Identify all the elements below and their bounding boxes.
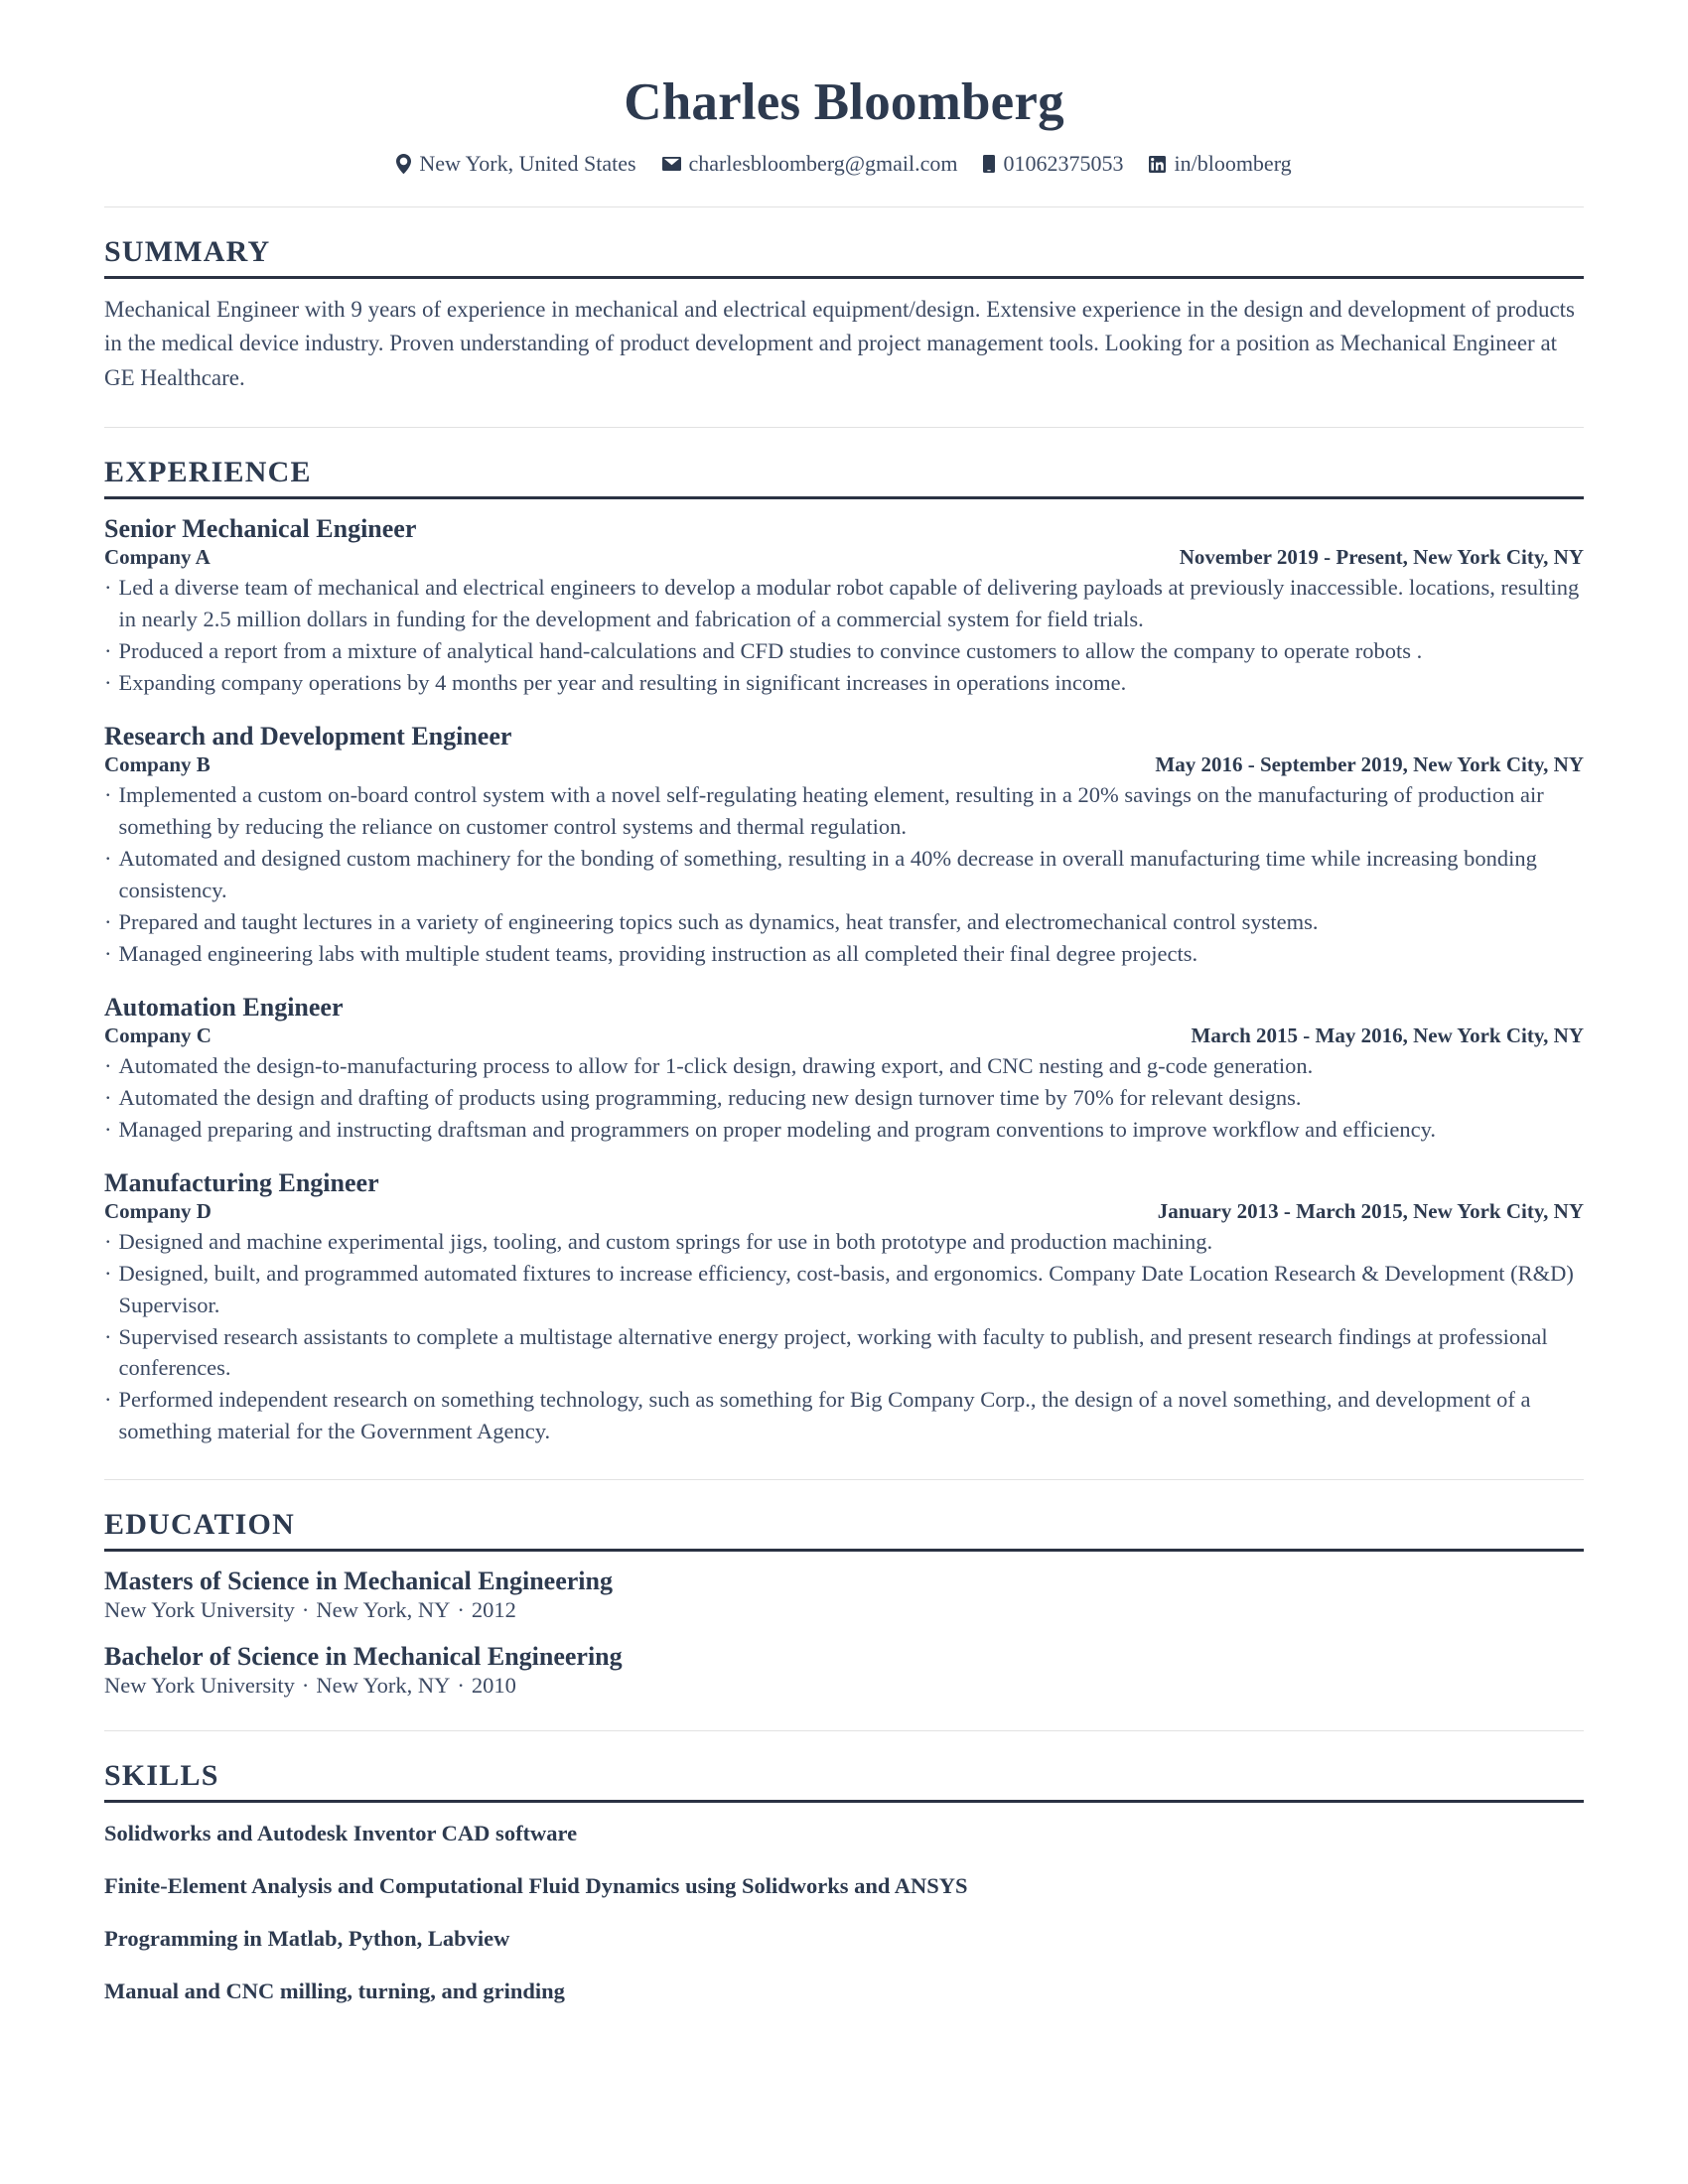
contact-text: New York, United States	[419, 151, 636, 177]
experience-entry	[104, 721, 1584, 970]
bullet-marker-icon: ·	[104, 1084, 112, 1110]
bullet-marker-icon: ·	[104, 574, 112, 600]
contact-item-linkedin[interactable]	[1149, 153, 1291, 175]
education-details	[104, 1597, 1584, 1623]
job-bullet	[104, 1321, 1584, 1385]
education-separator: ·	[301, 1673, 310, 1699]
section-heading-education: EDUCATION	[104, 1508, 295, 1542]
job-bullet	[104, 1082, 1584, 1114]
experience-entry	[104, 513, 1584, 699]
skill-item: Solidworks and Autodesk Inventor CAD software	[104, 1820, 578, 1845]
job-bullet	[104, 779, 1584, 843]
bullet-text: Automated the design and drafting of products using programming, reducing new design turnover time by 70% for relevant designs.	[118, 1084, 1302, 1110]
bullet-marker-icon: ·	[104, 1228, 112, 1254]
linkedin-icon	[1149, 156, 1166, 173]
bullet-marker-icon: ·	[104, 1323, 112, 1349]
education-entry	[104, 1641, 1584, 1699]
section-experience	[104, 427, 1584, 1447]
mobile-phone-icon	[983, 155, 995, 173]
summary-text: Mechanical Engineer with 9 years of experience in mechanical and electrical equipment/design. Extensive experience in the design and development of products in the medical device industry. Proven understanding of product development and project management tools. Looking for a position as Mechanical Engineer at GE Healthcare.	[104, 296, 1576, 390]
bullet-text: Performed independent research on something technology, such as something for Big Company Corp., the design of a novel something, and development of a something material for the Government Agency.	[118, 1387, 1531, 1444]
job-bullet	[104, 1384, 1584, 1447]
job-title: Research and Development Engineer	[104, 721, 512, 751]
job-bullet	[104, 938, 1584, 970]
job-bullet	[104, 1114, 1584, 1146]
bullet-marker-icon: ·	[104, 1387, 112, 1413]
job-bullet-list	[104, 1050, 1584, 1146]
job-bullet-list	[104, 779, 1584, 970]
section-rule	[104, 496, 1584, 499]
job-bullet	[104, 1226, 1584, 1258]
bullet-text: Implemented a custom on-board control system with a novel self-regulating heating element, resulting in a 20% savings on the manufacturing of production air something by reducing the reliance on customer control systems and thermal regulation.	[118, 781, 1544, 839]
bullet-text: Managed engineering labs with multiple student teams, providing instruction as all completed their final degree projects.	[118, 940, 1198, 966]
section-heading-summary: SUMMARY	[104, 235, 271, 269]
bullet-text: Managed preparing and instructing draftsman and programmers on proper modeling and program conventions to improve workflow and efficiency.	[118, 1116, 1436, 1142]
job-bullet	[104, 635, 1584, 667]
job-company: Company B	[104, 751, 211, 776]
education-list	[104, 1566, 1584, 1699]
bullet-text: Automated the design-to-manufacturing process to allow for 1-click design, drawing export, and CNC nesting and g-code generation.	[118, 1052, 1314, 1078]
section-rule	[104, 276, 1584, 279]
location-pin-icon	[396, 154, 411, 174]
bullet-marker-icon: ·	[104, 1052, 112, 1078]
job-bullet	[104, 843, 1584, 906]
experience-entry	[104, 992, 1584, 1146]
job-meta-row	[104, 545, 1584, 570]
section-divider	[104, 1730, 1584, 1731]
bullet-text: Designed and machine experimental jigs, tooling, and custom springs for use in both prototype and production machining.	[118, 1228, 1213, 1254]
job-meta-row	[104, 1024, 1584, 1048]
contact-text: charlesbloomberg@gmail.com	[688, 151, 958, 177]
education-entry	[104, 1566, 1584, 1623]
skills-list	[104, 1821, 1584, 2004]
bullet-marker-icon: ·	[104, 908, 112, 934]
bullet-text: Expanding company operations by 4 months per year and resulting in significant increases in operations income.	[118, 669, 1127, 695]
job-bullet	[104, 667, 1584, 699]
job-bullet-list	[104, 1226, 1584, 1448]
education-degree: Masters of Science in Mechanical Engineering	[104, 1566, 613, 1595]
education-separator: ·	[457, 1673, 465, 1699]
section-divider	[104, 1479, 1584, 1480]
bullet-marker-icon: ·	[104, 669, 112, 695]
section-heading-experience: EXPERIENCE	[104, 456, 312, 489]
job-title: Manufacturing Engineer	[104, 1167, 379, 1197]
job-company: Company D	[104, 1198, 211, 1223]
section-divider	[104, 427, 1584, 428]
contact-item-envelope[interactable]	[662, 153, 958, 175]
contact-text: 01062375053	[1003, 151, 1124, 177]
section-rule	[104, 1800, 1584, 1803]
experience-entry	[104, 1167, 1584, 1448]
job-dates-location: November 2019 - Present, New York City, NY	[1179, 544, 1584, 569]
experience-list	[104, 513, 1584, 1448]
section-heading-skills: SKILLS	[104, 1759, 219, 1793]
bullet-text: Supervised research assistants to complete a multistage alternative energy project, working with faculty to publish, and present research findings at professional conferences.	[118, 1323, 1548, 1381]
job-company: Company C	[104, 1023, 211, 1047]
bullet-text: Designed, built, and programmed automated fixtures to increase efficiency, cost-basis, and ergonomics. Company Date Location Research & Development (R&D) Supervisor.	[118, 1260, 1574, 1317]
job-dates-location: January 2013 - March 2015, New York City, NY	[1157, 1198, 1584, 1223]
job-title: Automation Engineer	[104, 992, 344, 1022]
section-education	[104, 1479, 1584, 1699]
contact-item-location-pin[interactable]	[396, 153, 635, 175]
education-year: 2012	[471, 1596, 516, 1622]
contact-item-mobile-phone[interactable]	[983, 153, 1123, 175]
bullet-marker-icon: ·	[104, 1116, 112, 1142]
skill-item: Manual and CNC milling, turning, and grinding	[104, 1978, 565, 2003]
job-dates-location: March 2015 - May 2016, New York City, NY	[1191, 1023, 1584, 1047]
education-degree: Bachelor of Science in Mechanical Engineering	[104, 1641, 623, 1671]
bullet-marker-icon: ·	[104, 845, 112, 871]
bullet-text: Produced a report from a mixture of analytical hand-calculations and CFD studies to convince customers to allow the company to operate robots .	[118, 637, 1423, 663]
education-separator: ·	[457, 1596, 465, 1622]
skill-item: Programming in Matlab, Python, Labview	[104, 1925, 510, 1951]
job-meta-row	[104, 752, 1584, 777]
section-skills	[104, 1730, 1584, 2004]
section-rule	[104, 1549, 1584, 1552]
education-school: New York University	[104, 1596, 295, 1622]
bullet-text: Automated and designed custom machinery for the bonding of something, resulting in a 40% decrease in overall manufacturing time while increasing bonding consistency.	[118, 845, 1537, 902]
education-separator: ·	[301, 1596, 310, 1622]
bullet-text: Led a diverse team of mechanical and electrical engineers to develop a modular robot capable of delivering payloads at previously inaccessible. locations, resulting in nearly 2.5 million dollars in funding for the development and fabrication of a commercial system for field trials.	[118, 574, 1580, 631]
page-title: Charles Bloomberg	[624, 73, 1064, 131]
bullet-marker-icon: ·	[104, 940, 112, 966]
job-bullet	[104, 1050, 1584, 1082]
bullet-marker-icon: ·	[104, 781, 112, 807]
envelope-icon	[662, 157, 681, 171]
job-meta-row	[104, 1199, 1584, 1224]
resume-header	[104, 73, 1584, 175]
contact-text: in/bloomberg	[1174, 151, 1292, 177]
bullet-marker-icon: ·	[104, 1260, 112, 1286]
education-details	[104, 1673, 1584, 1699]
bullet-marker-icon: ·	[104, 637, 112, 663]
job-title: Senior Mechanical Engineer	[104, 513, 417, 543]
section-divider	[104, 206, 1584, 207]
job-bullet	[104, 906, 1584, 938]
education-location: New York, NY	[316, 1596, 451, 1622]
contact-info-line	[104, 153, 1584, 175]
job-bullet	[104, 1258, 1584, 1321]
section-summary	[104, 206, 1584, 395]
education-year: 2010	[471, 1673, 516, 1699]
job-company: Company A	[104, 544, 211, 569]
skill-item: Finite-Element Analysis and Computational Fluid Dynamics using Solidworks and ANSYS	[104, 1872, 968, 1898]
job-dates-location: May 2016 - September 2019, New York City, NY	[1155, 751, 1584, 776]
job-bullet	[104, 572, 1584, 635]
education-school: New York University	[104, 1673, 295, 1699]
bullet-text: Prepared and taught lectures in a variety of engineering topics such as dynamics, heat transfer, and electromechanical control systems.	[118, 908, 1319, 934]
job-bullet-list	[104, 572, 1584, 699]
education-location: New York, NY	[316, 1673, 451, 1699]
